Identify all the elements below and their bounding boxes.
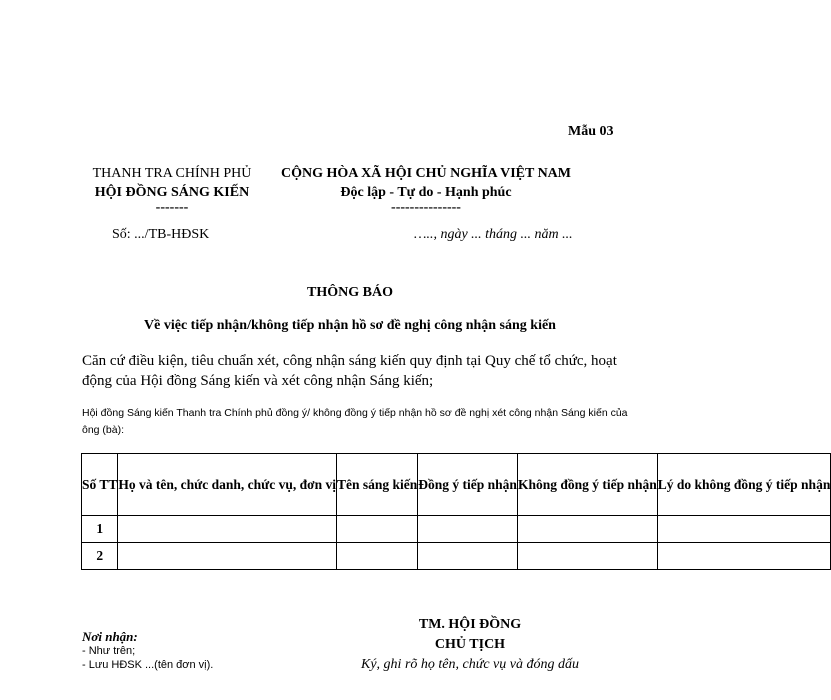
table-cell [418,516,518,543]
table-header-cell: Số TT [82,454,118,516]
table-header-row [82,454,831,516]
table-header-cell: Lý do không đồng ý tiếp nhận [657,454,831,516]
table-cell [118,516,337,543]
table-cell [118,543,337,570]
table-cell: 2 [82,543,118,570]
council-name: HỘI ĐỒNG SÁNG KIẾN [94,185,250,200]
table-cell [337,543,418,570]
form-code: Mẫu 03 [568,124,614,139]
agency-name: THANH TRA CHÍNH PHỦ [92,166,252,181]
table-header-cell: Không đồng ý tiếp nhận [517,454,657,516]
agency-header [80,164,264,214]
table-row [82,516,831,543]
signature-block [340,615,600,675]
nation-name: CỘNG HÒA XÃ HỘI CHỦ NGHĨA VIỆT NAM [280,166,571,181]
agency-divider: ------- [155,200,189,215]
document-subtitle: Về việc tiếp nhận/không tiếp nhận hồ sơ đề nghị công nhận sáng kiến [144,318,556,333]
paragraph-decision: Hội đồng Sáng kiến Thanh tra Chính phủ đồng ý/ không đồng ý tiếp nhận hồ sơ đề nghị xét công nhận Sáng kiến của ông (bà): [82,407,628,436]
nation-divider: --------------- [391,200,461,215]
table-cell [418,543,518,570]
table-cell [517,516,657,543]
nation-motto: Độc lập - Tự do - Hạnh phúc [340,185,512,200]
table-header-cell: Đồng ý tiếp nhận [418,454,518,516]
paragraph-basis: Căn cứ điều kiện, tiêu chuẩn xét, công nhận sáng kiến quy định tại Quy chế tổ chức, hoạt động của Hội đồng Sáng kiến và xét công nhận Sáng kiến; [82,353,617,389]
recipient-item: - Lưu HĐSK ...(tên đơn vị). [82,659,214,671]
recipients-label: Nơi nhận: [82,629,138,644]
signer-position: CHỦ TỊCH [434,637,506,652]
national-header [266,164,586,214]
table-cell: 1 [82,516,118,543]
table-cell [657,516,831,543]
table-header-cell: Tên sáng kiến [337,454,418,516]
signature-note: Ký, ghi rõ họ tên, chức vụ và đóng dấu [361,657,579,672]
document-title: THÔNG BÁO [307,285,393,300]
recipient-item: - Như trên; [82,645,136,657]
table-cell [657,543,831,570]
document-number: Số: .../TB-HĐSK [112,227,210,242]
table-cell [337,516,418,543]
signer-title: TM. HỘI ĐỒNG [418,617,522,632]
table-cell [517,543,657,570]
table-header-cell: Họ và tên, chức danh, chức vụ, đơn vị [118,454,337,516]
table-row [82,543,831,570]
recipients-block [82,630,213,672]
date-line: ….., ngày ... tháng ... năm ... [414,227,573,242]
review-table [81,453,831,570]
